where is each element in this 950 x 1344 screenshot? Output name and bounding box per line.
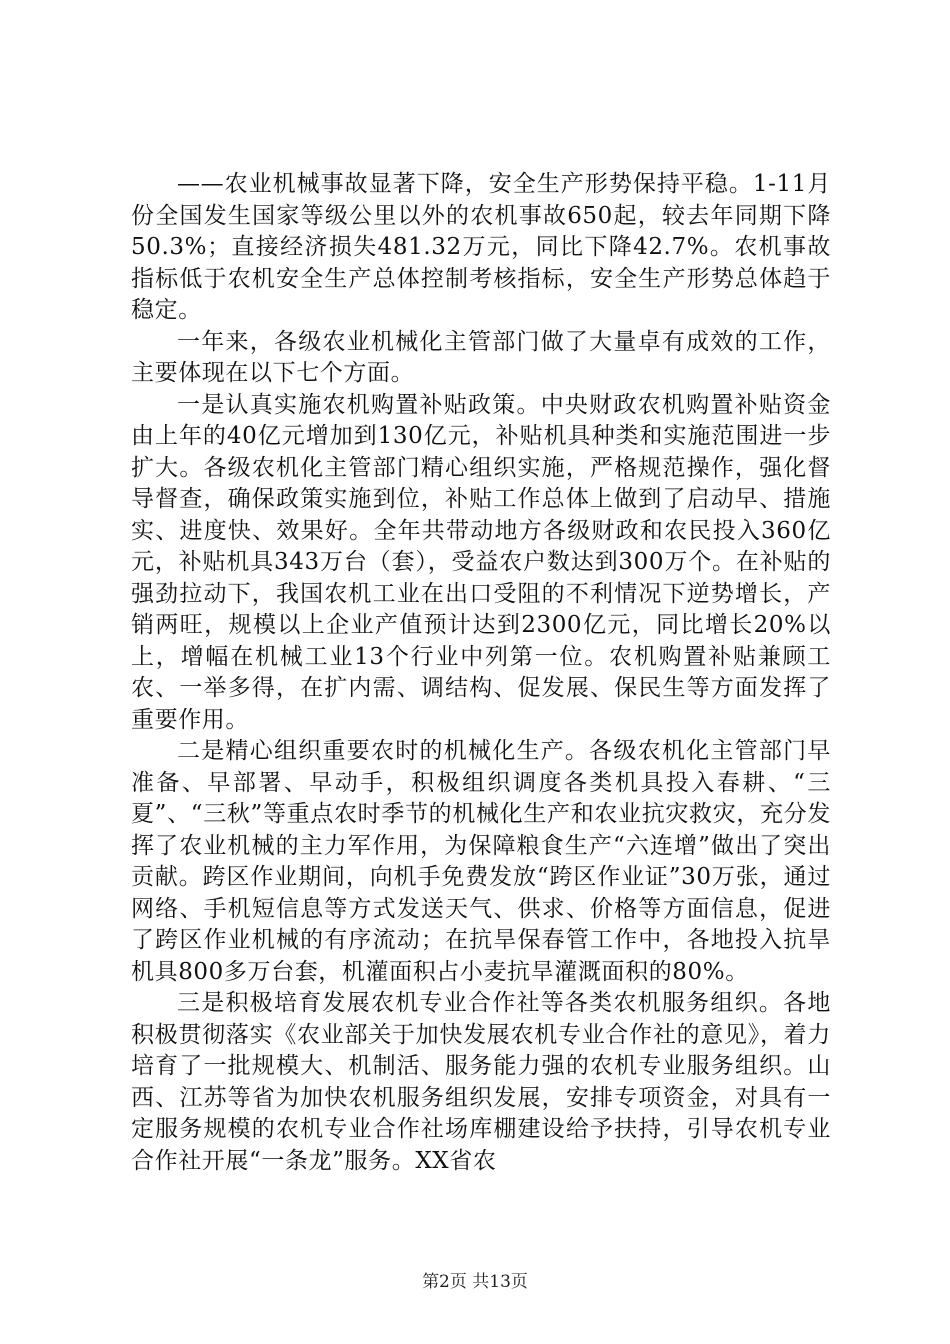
paragraph-cooperatives: 三是积极培育发展农机专业合作社等各类农机服务组织。各地积极贯彻落实《农业部关于加快发展农机专业合作社的意见》，着力培育了一批规模大、机制活、服务能力强的农机专业服务组织。山西、江苏等省为加快农机服务组织发展，安排专项资金，对具有一定服务规模的农机专业合作社场库棚建设给予扶持，引导农机专业合作社开展“一条龙”服务。XX省农 xyxy=(131,990,831,1174)
paragraph-accident-decline: ——农业机械事故显著下降，安全生产形势保持平稳。1-11月份全国发生国家等级公里以外的农机事故650起，较去年同期下降50.3%；直接经济损失481.32万元，同比下降42.7%。农机事故指标低于农机安全生产总体控制考核指标，安全生产形势总体趋于稳定。 xyxy=(131,171,831,323)
paragraph-seasonal-production: 二是精心组织重要农时的机械化生产。各级农机化主管部门早准备、早部署、早动手，积极组织调度各类机具投入春耕、“三夏”、“三秋”等重点农时季节的机械化生产和农业抗灾救灾，充分发挥了农业机械的主力军作用，为保障粮食生产“六连增”做出了突出贡献。跨区作业期间，向机手免费发放“跨区作业证”30万张，通过网络、手机短信息等方式发送天气、供求、价格等方面信息，促进了跨区作业机械的有序流动；在抗旱保春管工作中，各地投入抗旱机具800多万台套，机灌面积占小麦抗旱灌溉面积的80%。 xyxy=(131,738,831,985)
paragraph-year-summary: 一年来，各级农业机械化主管部门做了大量卓有成效的工作，主要体现在以下七个方面。 xyxy=(131,328,831,386)
document-body xyxy=(131,169,831,1177)
paragraph-subsidy-policy: 一是认真实施农机购置补贴政策。中央财政农机购置补贴资金由上年的40亿元增加到130亿元，补贴机具种类和实施范围进一步扩大。各级农机化主管部门精心组织实施，严格规范操作，强化督导督查，确保政策实施到位，补贴工作总体上做到了启动早、措施实、进度快、效果好。全年共带动地方各级财政和农民投入360亿元，补贴机具343万台（套），受益农户数达到300万个。在补贴的强劲拉动下，我国农机工业在出口受阻的不利情况下逆势增长，产销两旺，规模以上企业产值预计达到2300亿元，同比增长20%以上，增幅在机械工业13个行业中列第一位。农机购置补贴兼顾工农、一举多得，在扩内需、调结构、促发展、保民生等方面发挥了重要作用。 xyxy=(131,391,831,733)
page-footer: 第2页 共13页 xyxy=(422,1272,528,1292)
